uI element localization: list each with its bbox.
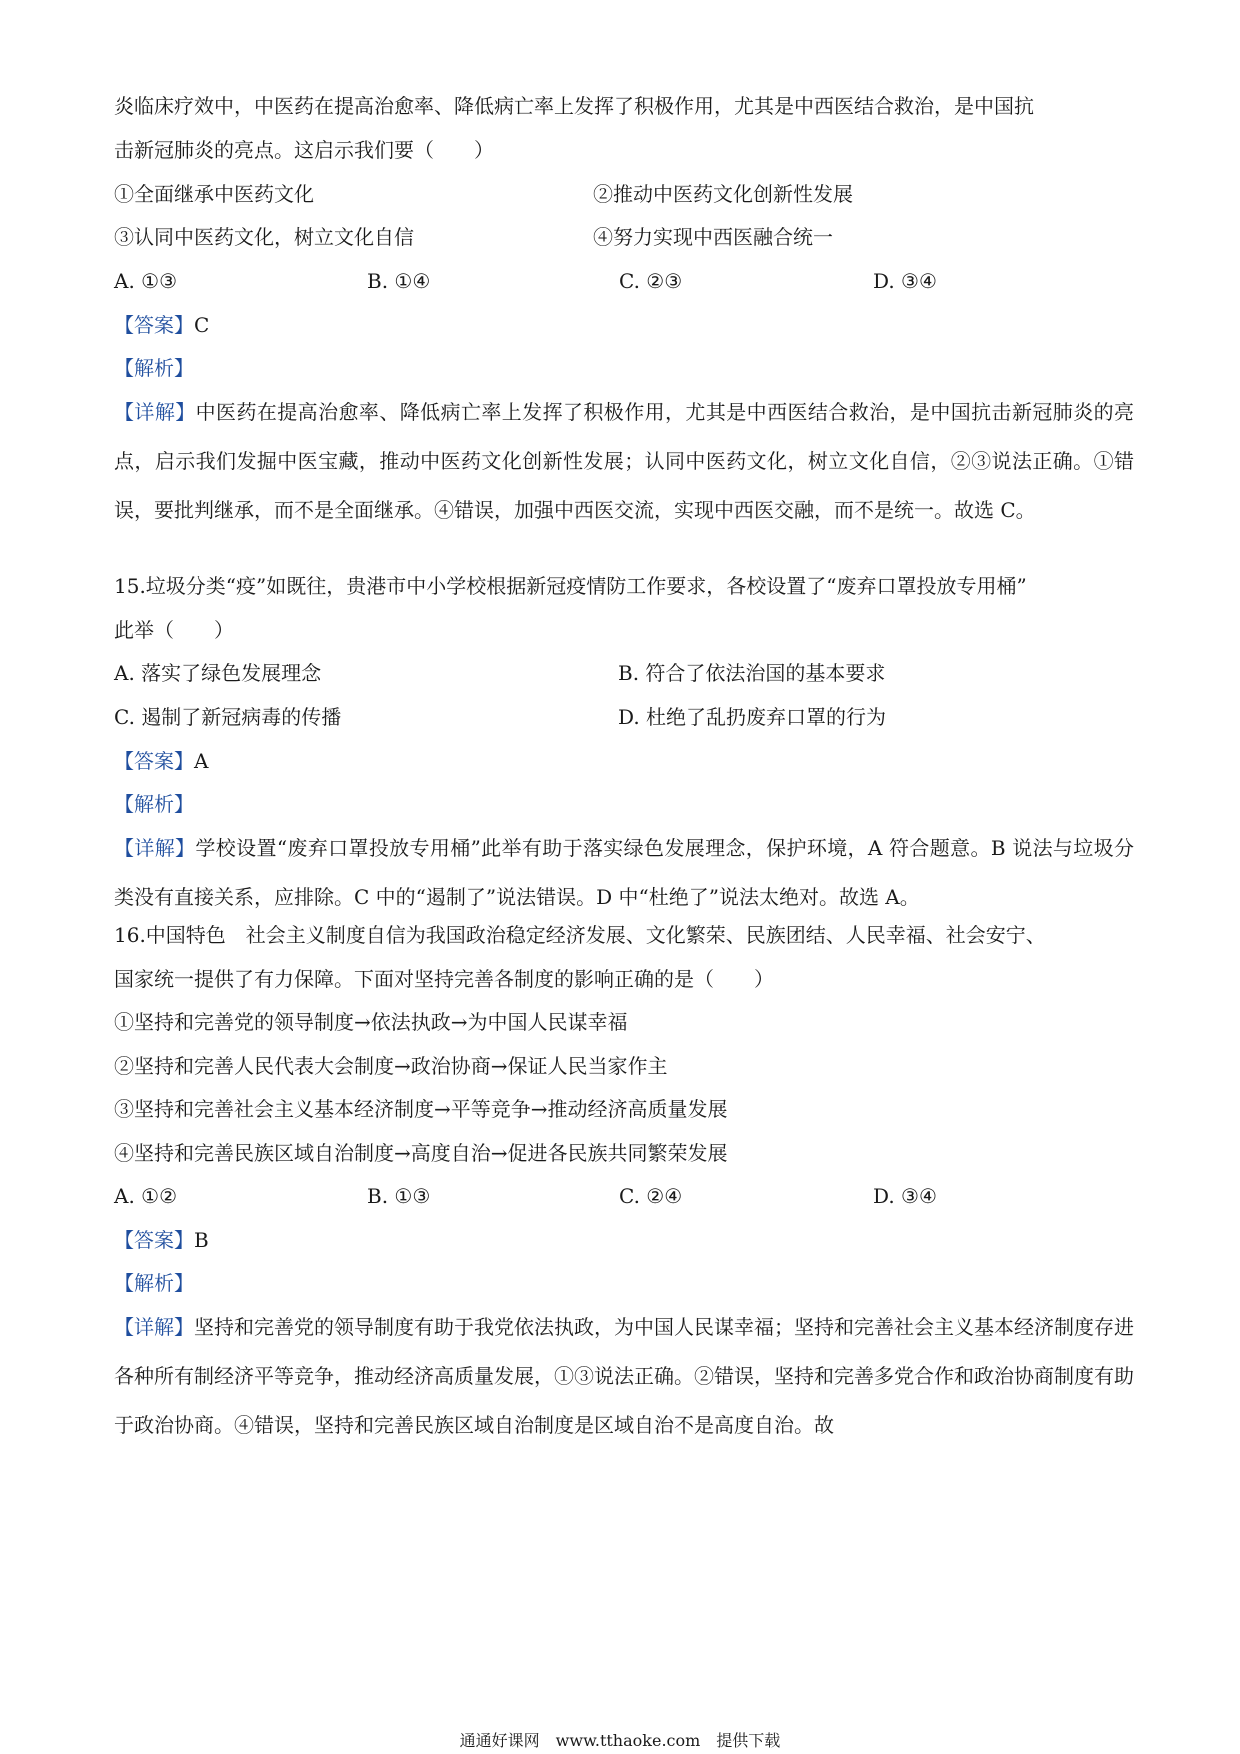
q15-analysis-tag: 【解析】 xyxy=(114,792,194,816)
q14-option-a: A. ①③ xyxy=(114,269,178,293)
q16-option-c: C. ②④ xyxy=(619,1184,683,1208)
q15-option-b: B. 符合了依法治国的基本要求 xyxy=(618,661,886,685)
q16-item-3: ③坚持和完善社会主义基本经济制度→平等竞争→推动经济高质量发展 xyxy=(114,1097,728,1121)
q16-option-b: B. ①③ xyxy=(367,1184,431,1208)
q14-item-1: ①全面继承中医药文化 xyxy=(114,182,314,206)
detail-tag: 【详解】 xyxy=(114,836,196,860)
answer-tag: 【答案】 xyxy=(114,1228,194,1252)
q15-answer xyxy=(114,747,208,775)
q16-option-a: A. ①② xyxy=(114,1184,178,1208)
q14-option-d: D. ③④ xyxy=(873,269,937,293)
detail-text: 中医药在提高治愈率、降低病亡率上发挥了积极作用，尤其是中西医结合救治，是中国抗击新冠肺炎的亮点，启示我们发掘中医宝藏，推动中医药文化创新性发展；认同中医药文化，树立文化自信，②③说法正确。①错误，要批判继承，而不是全面继承。④错误，加强中西医交流，实现中西医交融，而不是统一。故选 C。 xyxy=(114,400,1135,522)
q14-stem-line-2: 击新冠肺炎的亮点。这启示我们要（ ） xyxy=(114,138,494,162)
q16-stem-line-2: 国家统一提供了有力保障。下面对坚持完善各制度的影响正确的是（ ） xyxy=(114,967,774,991)
q16-option-d: D. ③④ xyxy=(873,1184,937,1208)
q14-item-2: ②推动中医药文化创新性发展 xyxy=(593,182,853,206)
detail-text: 学校设置“废弃口罩投放专用桶”此举有助于落实绿色发展理念，保护环境，A 符合题意。B 说法与垃圾分类没有直接关系，应排除。C 中的“遏制了”说法错误。D 中“杜绝了”说法太绝对。故选 A。 xyxy=(114,836,1134,909)
q15-stem-line-1: 15.垃圾分类“疫”如既往，贵港市中小学校根据新冠疫情防工作要求，各校设置了“废弃口罩投放专用桶” xyxy=(114,574,1027,598)
q14-stem-line-1: 炎临床疗效中，中医药在提高治愈率、降低病亡率上发挥了积极作用，尤其是中西医结合救治，是中国抗 xyxy=(114,94,1034,118)
q16-answer xyxy=(114,1226,209,1254)
answer-tag: 【答案】 xyxy=(114,749,194,773)
q14-analysis-tag: 【解析】 xyxy=(114,356,194,380)
q14-option-b: B. ①④ xyxy=(367,269,431,293)
q16-item-2: ②坚持和完善人民代表大会制度→政治协商→保证人民当家作主 xyxy=(114,1054,668,1078)
q15-option-a: A. 落实了绿色发展理念 xyxy=(114,661,322,685)
q16-detail xyxy=(114,1303,1134,1450)
detail-tag: 【详解】 xyxy=(114,400,196,424)
detail-tag: 【详解】 xyxy=(114,1315,194,1339)
q15-stem-line-2: 此举（ ） xyxy=(114,618,234,642)
q16-item-4: ④坚持和完善民族区域自治制度→高度自治→促进各民族共同繁荣发展 xyxy=(114,1141,728,1165)
q16-item-1: ①坚持和完善党的领导制度→依法执政→为中国人民谋幸福 xyxy=(114,1010,628,1034)
q14-detail xyxy=(114,388,1134,535)
answer-value: A xyxy=(194,749,209,773)
answer-tag: 【答案】 xyxy=(114,313,194,337)
q14-item-3: ③认同中医药文化，树立文化自信 xyxy=(114,225,414,249)
q16-stem-line-1: 16.中国特色 社会主义制度自信为我国政治稳定经济发展、文化繁荣、民族团结、人民幸福、社会安宁、 xyxy=(114,923,1046,947)
answer-value: C xyxy=(194,313,210,337)
answer-value: B xyxy=(194,1228,209,1252)
q15-option-d: D. 杜绝了乱扔废弃口罩的行为 xyxy=(618,705,887,729)
q14-answer xyxy=(114,311,209,339)
q14-item-4: ④努力实现中西医融合统一 xyxy=(593,225,833,249)
detail-text: 坚持和完善党的领导制度有助于我党依法执政，为中国人民谋幸福；坚持和完善社会主义基本经济制度存进各种所有制经济平等竞争，推动经济高质量发展，①③说法正确。②错误，坚持和完善多党合作和政治协商制度有助于政治协商。④错误，坚持和完善民族区域自治制度是区域自治不是高度自治。故 xyxy=(114,1315,1134,1437)
q15-option-c: C. 遏制了新冠病毒的传播 xyxy=(114,705,342,729)
q15-detail xyxy=(114,824,1134,922)
q14-option-c: C. ②③ xyxy=(619,269,683,293)
q16-analysis-tag: 【解析】 xyxy=(114,1271,194,1295)
page-footer: 通通好课网 www.tthaoke.com 提供下载 xyxy=(459,1731,781,1750)
